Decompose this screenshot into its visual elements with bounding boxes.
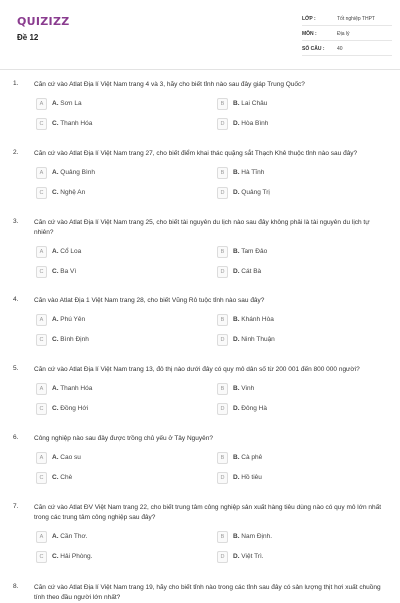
option-text [52,99,82,108]
option-answer: Hòa Bình [239,120,269,127]
question-text: Căn cứ vào Atlat ĐV Việt Nam trang 22, cho biết trung tâm công nghiệp sản xuất hàng tiêu dùng nào có quy mô lớn nhất trong các trung tâm công nghiệp sau đây? [34,504,382,521]
meta-value: 40 [337,45,343,52]
worksheet-header [0,0,400,68]
option-letter-box[interactable]: B [217,452,228,464]
option-answer: Quảng Bình [58,169,95,176]
option-letter-box[interactable]: A [36,383,47,395]
option-answer: Tam Đảo [239,248,268,255]
option-letter-box[interactable]: B [217,246,228,258]
option-letter-box[interactable]: A [36,531,47,543]
meta-label: LỚP : [302,15,316,22]
option-answer: Cát Bà [239,268,262,275]
option-letter-label: D. [233,120,240,127]
option-letter-box[interactable]: B [217,98,228,110]
option-letter-label: B. [233,316,240,323]
answer-option-b[interactable] [217,314,367,326]
option-text [233,532,272,541]
option-answer: Nam Định. [239,533,273,540]
quizizz-logo: QUIZIZZ [17,15,70,28]
option-letter-label: C. [52,405,59,412]
option-text [233,335,275,344]
option-answer: Cần Thơ. [58,533,88,540]
question-text: Căn cứ vào Atlat Địa lí Việt Nam trang 13, đô thị nào dưới đây có quy mô dân số từ 200 001 đến 800 000 người? [34,366,360,373]
option-letter-label: C. [52,474,59,481]
option-text [233,99,267,108]
option-letter-label: D. [233,553,240,560]
option-text [233,552,264,561]
option-letter-box[interactable]: D [217,118,228,130]
meta-row-subject [302,27,392,41]
option-text [233,247,267,256]
option-letter-box[interactable]: C [36,334,47,346]
option-letter-box[interactable]: D [217,187,228,199]
answer-option-c[interactable] [36,551,186,563]
question-number: 3. [13,218,19,225]
option-letter-box[interactable]: B [217,531,228,543]
worksheet-meta [302,12,392,57]
option-letter-box[interactable]: C [36,403,47,415]
option-letter-label: C. [52,120,59,127]
answer-option-b[interactable] [217,246,367,258]
option-answer: Cà phê [239,454,263,461]
worksheet-title: Đề 12 [17,33,39,42]
answer-option-a[interactable] [36,98,186,110]
answer-option-c[interactable] [36,334,186,346]
option-letter-box[interactable]: D [217,266,228,278]
answer-option-b[interactable] [217,452,367,464]
question-number: 1. [13,80,19,87]
option-letter-box[interactable]: A [36,452,47,464]
answer-option-a[interactable] [36,452,186,464]
header-divider [0,69,400,70]
option-letter-label: B. [233,100,240,107]
option-answer: Vinh [239,385,255,392]
option-text [52,473,72,482]
option-answer: Chè [58,474,73,481]
answer-option-c[interactable] [36,403,186,415]
option-text [233,267,261,276]
option-text [233,404,267,413]
option-answer: Đông Hà [239,405,267,412]
option-letter-box[interactable]: C [36,472,47,484]
option-letter-box[interactable]: A [36,246,47,258]
option-text [233,384,254,393]
option-text [52,168,95,177]
option-answer: Quảng Trị [239,189,270,196]
option-letter-label: B. [233,533,240,540]
option-letter-label: D. [233,474,240,481]
option-text [52,453,81,462]
option-answer: Cao su [58,454,81,461]
option-text [233,473,262,482]
option-text [233,315,274,324]
question-text: Căn vào Atlat Địa 1 Việt Nam trang 28, cho biết Vũng Rô tuộc tỉnh nào sau đây? [34,297,265,304]
option-text [233,119,268,128]
answer-option-b[interactable] [217,167,367,179]
question-number: 7. [13,503,19,510]
option-answer: Việt Trì. [239,553,264,560]
option-letter-label: A. [52,100,59,107]
option-text [233,188,270,197]
option-answer: Lai Châu [239,100,268,107]
option-letter-label: D. [233,268,240,275]
option-answer: Hà Tĩnh [239,169,265,176]
meta-row-count [302,42,392,56]
meta-value: Tốt nghiệp THPT [337,15,375,22]
option-letter-box[interactable]: A [36,167,47,179]
option-letter-box[interactable]: C [36,551,47,563]
option-text [52,188,85,197]
question-number: 4. [13,296,19,303]
option-text [52,315,85,324]
option-letter-box[interactable]: D [217,334,228,346]
answer-option-a[interactable] [36,167,186,179]
answer-option-a[interactable] [36,314,186,326]
option-letter-label: A. [52,316,59,323]
option-letter-label: B. [233,248,240,255]
question-text: Căn cứ vào Atlat Địa lí Việt Nam trang 19, hãy cho biết tỉnh nào trong các tỉnh sau đây có sản lượng thịt hơi xuất chuồng tính theo đầu người lớn nhất? [34,584,381,601]
option-answer: Ba Vì [58,268,77,275]
option-text [52,247,81,256]
option-letter-label: A. [52,385,59,392]
option-letter-box[interactable]: C [36,118,47,130]
option-letter-box[interactable]: B [217,383,228,395]
answer-option-c[interactable] [36,118,186,130]
option-answer: Khánh Hòa [239,316,274,323]
option-answer: Bình Định [58,336,89,343]
option-letter-label: D. [233,189,240,196]
answer-option-d[interactable] [217,403,367,415]
option-answer: Sơn La [58,100,82,107]
option-answer: Hồ tiêu [239,474,262,481]
answer-option-c[interactable] [36,187,186,199]
option-letter-box[interactable]: D [217,403,228,415]
answer-option-d[interactable] [217,472,367,484]
option-letter-label: D. [233,405,240,412]
option-letter-box[interactable]: A [36,314,47,326]
answer-option-d[interactable] [217,187,367,199]
option-text [52,384,92,393]
option-letter-box[interactable]: D [217,472,228,484]
option-letter-box[interactable]: C [36,266,47,278]
answer-option-b[interactable] [217,383,367,395]
option-text [52,267,76,276]
option-answer: Thanh Hóa [58,385,93,392]
option-letter-label: A. [52,533,59,540]
meta-value: Địa lý [337,30,350,37]
question-text: Công nghiệp nào sau đây được trồng chủ yếu ở Tây Nguyên? [34,435,213,442]
option-answer: Thanh Hóa [58,120,93,127]
answer-option-a[interactable] [36,531,186,543]
question-number: 6. [13,434,19,441]
option-answer: Ninh Thuận [239,336,275,343]
option-answer: Đồng Hới [58,405,89,412]
meta-label: MÔN : [302,30,317,37]
option-text [233,453,262,462]
question-text: Căn cứ vào Atlat Địa lí Việt Nam trang 27, cho biết điểm khai thác quặng sắt Thạch Khê thuộc tỉnh nào sau đây? [34,150,358,157]
option-letter-label: A. [52,248,59,255]
meta-label: SỐ CÂU : [302,45,325,52]
answer-option-d[interactable] [217,266,367,278]
option-letter-label: B. [233,385,240,392]
option-letter-label: B. [233,454,240,461]
answer-option-a[interactable] [36,246,186,258]
option-letter-box[interactable]: D [217,551,228,563]
option-text [52,119,92,128]
question-number: 8. [13,583,19,590]
answer-option-b[interactable] [217,531,367,543]
option-letter-label: A. [52,454,59,461]
option-letter-label: D. [233,336,240,343]
option-letter-label: C. [52,336,59,343]
question-text: Căn cứ vào Atlat Địa lí Việt Nam trang 25, cho biết tài nguyên du lịch nào sau đây không phải là tài nguyên du lịch tự nhiên? [34,219,370,236]
answer-option-d[interactable] [217,551,367,563]
option-text [52,404,88,413]
option-letter-box[interactable]: C [36,187,47,199]
option-letter-label: C. [52,189,59,196]
option-text [233,168,264,177]
option-text [52,532,88,541]
option-letter-label: A. [52,169,59,176]
answer-option-d[interactable] [217,118,367,130]
option-answer: Nghệ An [58,189,86,196]
question-text: Căn cứ vào Atlat Địa lí Việt Nam trang 4 và 3, hãy cho biết tỉnh nào sau đây giáp Trung Quốc? [34,81,305,88]
answer-option-d[interactable] [217,334,367,346]
option-letter-label: B. [233,169,240,176]
meta-row-class [302,12,392,26]
question-number: 5. [13,365,19,372]
option-answer: Cổ Loa [58,248,82,255]
option-text [52,552,92,561]
option-letter-box[interactable]: B [217,314,228,326]
option-letter-box[interactable]: A [36,98,47,110]
answer-option-b[interactable] [217,98,367,110]
option-answer: Hải Phòng. [58,553,93,560]
option-text [52,335,89,344]
option-answer: Phú Yên [58,316,86,323]
answer-option-a[interactable] [36,383,186,395]
answer-option-c[interactable] [36,472,186,484]
option-letter-label: C. [52,553,59,560]
answer-option-c[interactable] [36,266,186,278]
question-number: 2. [13,149,19,156]
option-letter-box[interactable]: B [217,167,228,179]
option-letter-label: C. [52,268,59,275]
